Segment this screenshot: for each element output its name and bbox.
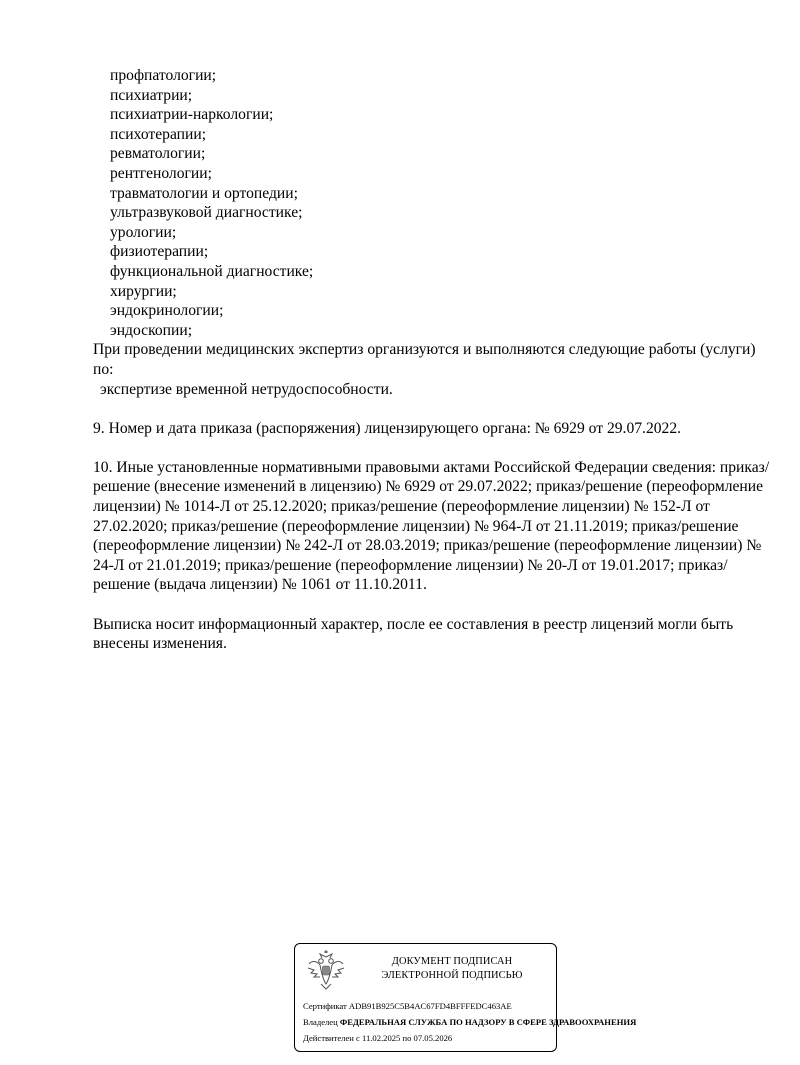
- list-item: функциональной диагностике;: [110, 262, 314, 280]
- list-item: психиатрии;: [110, 86, 193, 104]
- stamp-title-line: ЭЛЕКТРОННОЙ ПОДПИСЬЮ: [381, 970, 523, 981]
- list-item: эндокринологии;: [110, 302, 224, 320]
- expertise-item: экспертизе временной нетрудоспособности.: [100, 380, 393, 398]
- list-item: травматологии и ортопедии;: [110, 184, 298, 202]
- certificate-label: Сертификат: [303, 1001, 347, 1011]
- stamp-title-line: ДОКУМЕНТ ПОДПИСАН: [391, 956, 513, 967]
- list-item: урологии;: [110, 223, 177, 241]
- list-item: ультразвуковой диагностике;: [110, 204, 303, 222]
- list-item: хирургии;: [110, 282, 177, 300]
- list-item: профпатологии;: [110, 67, 217, 84]
- stamp-certificate: [303, 1001, 512, 1012]
- stamp-owner: [303, 1017, 636, 1028]
- spacer: [93, 438, 773, 458]
- list-item: психиатрии-наркологии;: [110, 106, 274, 124]
- document-body: [93, 66, 773, 654]
- list-item: эндоскопии;: [110, 321, 193, 339]
- list-item: физиотерапии;: [110, 243, 209, 261]
- owner-label: Владелец: [303, 1017, 338, 1027]
- certificate-value: ADB91B925C5B4AC67FD4BFFFEDC463AE: [348, 1001, 512, 1011]
- owner-value: ФЕДЕРАЛЬНАЯ СЛУЖБА ПО НАДЗОРУ В СФЕРЕ ЗДРАВООХРАНЕНИЯ: [339, 1017, 637, 1027]
- disclaimer: Выписка носит информационный характер, после ее составления в реестр лицензий могли быть внесены изменения.: [93, 615, 734, 653]
- signature-stamp: [294, 943, 637, 1052]
- spacer: [93, 595, 773, 615]
- stamp-title: [359, 955, 545, 983]
- spacer: [93, 399, 773, 419]
- expertise-intro: При проведении медицинских экспертиз организуются и выполняются следующие работы (услуги) по:: [93, 341, 756, 378]
- section-9: 9. Номер и дата приказа (распоряжения) лицензирующего органа: № 6929 от 29.07.2022.: [93, 419, 682, 437]
- stamp-validity: Действителен с 11.02.2025 по 07.05.2026: [303, 1033, 453, 1043]
- coat-of-arms-icon: [303, 948, 349, 994]
- specialty-list: [93, 66, 773, 340]
- list-item: ревматологии;: [110, 145, 206, 163]
- list-item: психотерапии;: [110, 125, 207, 143]
- section-10: 10. Иные установленные нормативными правовыми актами Российской Федерации сведения: приказ/решение (внесение изменений в лицензию) № 6929 от 29.07.2022; приказ/решение (переоформление лицензии) № 1014-Л от 25.12.2020; приказ/решение (переоформление лицензии) № 152-Л от 27.02.2020; приказ/решение (переоформление лицензии) № 964-Л от 21.11.2019; приказ/решение (переоформление лицензии) № 242-Л от 28.03.2019; приказ/решение (переоформление лицензии) № 24-Л от 21.01.2019; приказ/решение (переоформление лицензии) № 20-Л от 19.01.2017; приказ/решение (выдача лицензии) № 1061 от 11.10.2011.: [93, 458, 770, 594]
- list-item: рентгенологии;: [110, 164, 212, 182]
